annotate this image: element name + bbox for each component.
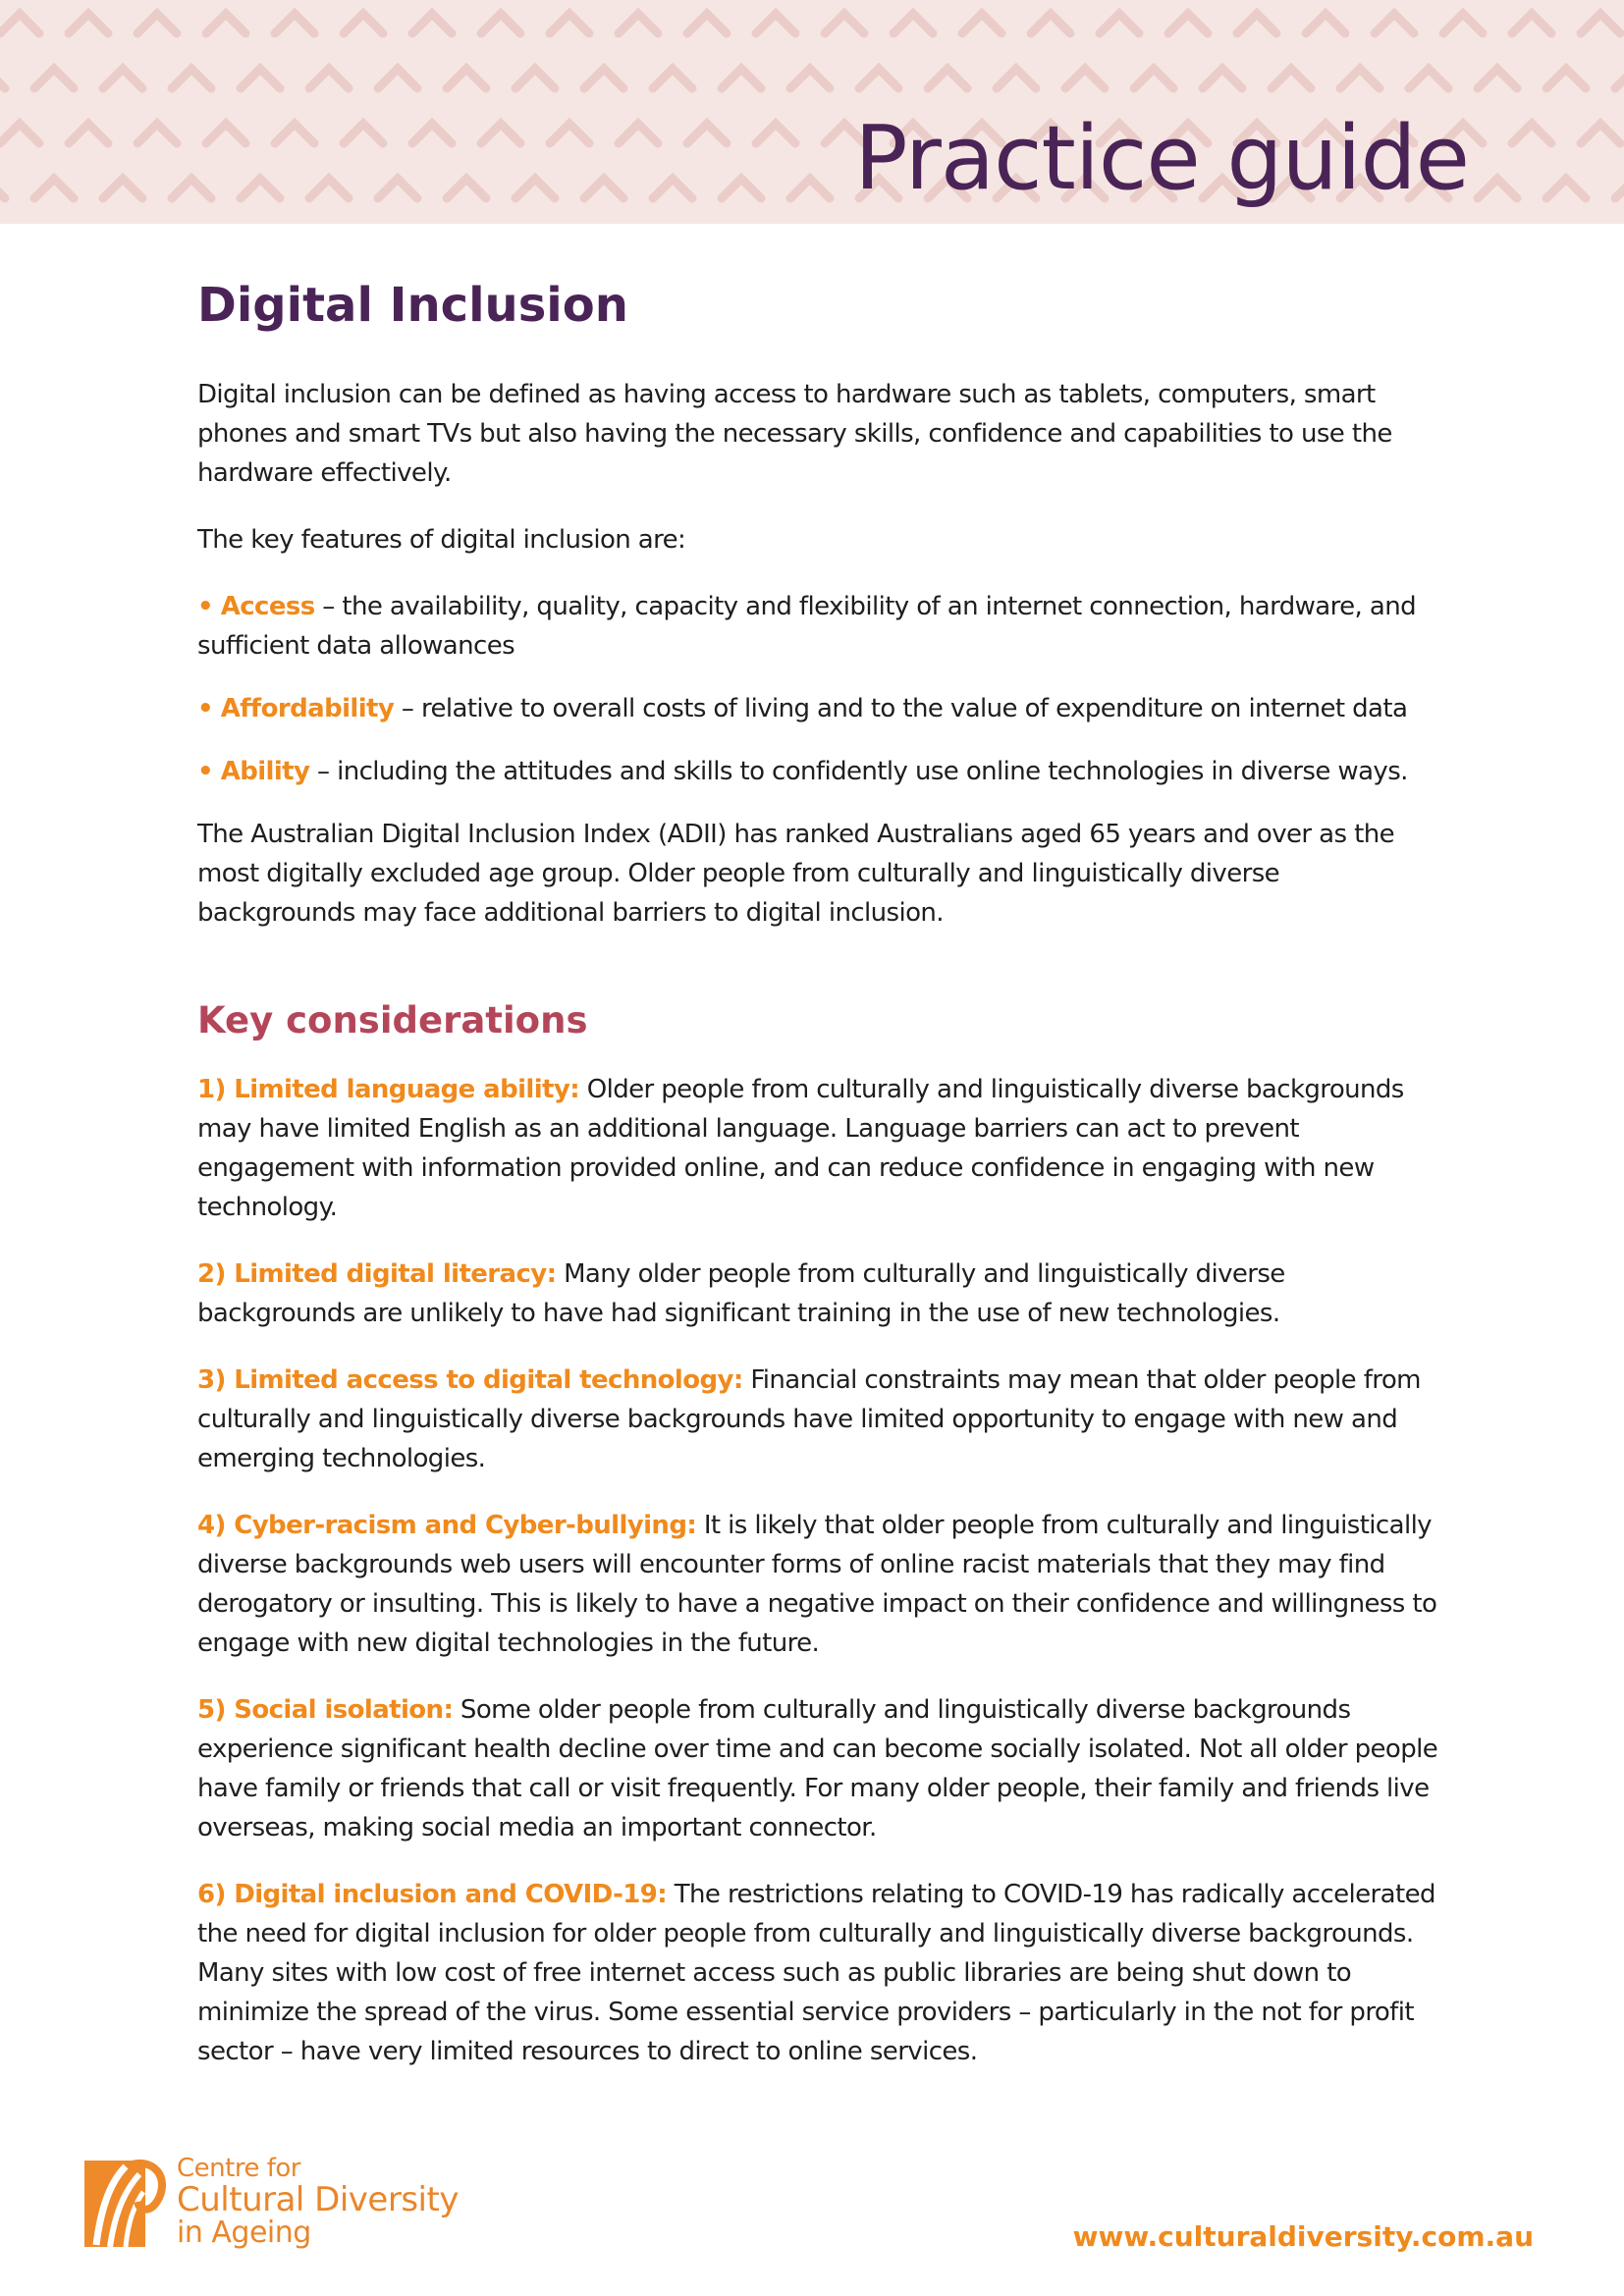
chevron-stroke	[687, 14, 727, 33]
chevron-stroke	[962, 14, 1001, 33]
consideration-text: Older people from culturally and linguistically diverse backgrounds may have limited English as an additional language. Language barriers can act to prevent engagement with information provided online, and can reduce confidence in engaging with new technology.	[197, 1075, 1404, 1222]
consideration-text: Financial constraints may mean that older people from culturally and linguistically diverse backgrounds have limited opportunity to engage with new and emerging technologies.	[197, 1365, 1421, 1473]
chevron-stroke	[378, 69, 417, 88]
chevron-stroke	[0, 179, 5, 198]
consideration-item	[197, 1070, 1444, 1227]
chevron-stroke	[447, 179, 486, 198]
chevron-stroke	[756, 14, 795, 33]
chevron-stroke	[515, 69, 555, 88]
consideration-label: 4) Cyber-racism and Cyber-bullying:	[197, 1511, 697, 1540]
chevron-stroke	[619, 124, 658, 143]
chevron-stroke	[275, 14, 314, 33]
chevron-stroke	[172, 69, 211, 88]
consideration-text: Many older people from culturally and linguistically diverse backgrounds are unlikely to have had significant training in the use of new technologies.	[197, 1259, 1285, 1328]
main-content	[197, 277, 1444, 2099]
consideration-label: 6) Digital inclusion and COVID-19:	[197, 1880, 668, 1909]
chevron-stroke	[344, 14, 383, 33]
feature-text: – including the attitudes and skills to confidently use online technologies in diverse ways.	[309, 757, 1408, 786]
chevron-stroke	[1478, 69, 1517, 88]
logo-line: Cultural Diversity	[177, 2180, 459, 2219]
consideration-item	[197, 1255, 1444, 1333]
chevron-stroke	[275, 124, 314, 143]
chevron-stroke	[928, 69, 967, 88]
chevron-stroke	[1065, 69, 1105, 88]
chevron-stroke	[1134, 69, 1173, 88]
chevron-stroke	[1237, 14, 1276, 33]
feature-item	[197, 587, 1444, 666]
logo-line: Centre for	[177, 2154, 300, 2183]
consideration-text: It is likely that older people from culturally and linguistically diverse backgrounds web users will encounter forms of online racist materials that they may find derogatory or insulting. This is likely to have a negative impact on their confidence and willingness to engage with new digital technologies in the future.	[197, 1511, 1437, 1658]
chevron-stroke	[447, 69, 486, 88]
feature-text: – relative to overall costs of living and to the value of expenditure on internet data	[394, 694, 1408, 723]
chevron-stroke	[997, 69, 1036, 88]
chevron-stroke	[241, 179, 280, 198]
chevron-stroke	[1031, 14, 1070, 33]
chevron-stroke	[241, 69, 280, 88]
consideration-text: Some older people from culturally and linguistically diverse backgrounds experience significant health decline over time and can become socially isolated. Not all older people have family or friends that call or visit frequently. For many older people, their family and friends live overseas, making social media an important connector.	[197, 1695, 1438, 1842]
chevron-stroke	[378, 179, 417, 198]
chevron-stroke	[1306, 14, 1345, 33]
chevron-stroke	[0, 124, 39, 143]
page-title: Practice guide	[854, 107, 1469, 210]
chevron-stroke	[722, 69, 761, 88]
chevron-stroke	[69, 14, 108, 33]
chevron-stroke	[34, 69, 74, 88]
chevron-stroke	[653, 69, 692, 88]
chevron-stroke	[309, 69, 349, 88]
chevron-stroke	[1615, 69, 1624, 88]
chevron-stroke	[0, 14, 39, 33]
chevron-stroke	[1546, 69, 1586, 88]
chevron-stroke	[584, 69, 623, 88]
chevron-stroke	[34, 179, 74, 198]
consideration-text: The restrictions relating to COVID-19 has radically accelerated the need for digital inclusion for older people from culturally and linguistically diverse backgrounds. Many sites with low cost of free internet access such as public libraries are being shut down to minimize the spread of the virus. Some essential service providers – particularly in the not for profit sector – have very limited resources to direct to online services.	[197, 1880, 1435, 2066]
feature-term: Ability	[220, 757, 310, 786]
features-list	[197, 587, 1444, 791]
feature-item	[197, 752, 1444, 791]
consideration-label: 3) Limited access to digital technology:	[197, 1365, 743, 1395]
chevron-stroke	[550, 14, 589, 33]
feature-term: Affordability	[220, 694, 395, 723]
chevron-stroke	[103, 179, 142, 198]
chevron-stroke	[1100, 14, 1139, 33]
chevron-stroke	[550, 124, 589, 143]
chevron-stroke	[1581, 14, 1620, 33]
chevron-stroke	[309, 179, 349, 198]
feature-text: – the availability, quality, capacity and flexibility of an internet connection, hardware, and sufficient data allowances	[197, 592, 1416, 661]
features-lead: The key features of digital inclusion are:	[197, 525, 686, 555]
chevron-stroke	[584, 179, 623, 198]
feature-item	[197, 689, 1444, 728]
chevron-stroke	[653, 179, 692, 198]
chevron-stroke	[69, 124, 108, 143]
chevron-stroke	[790, 179, 830, 198]
adii-paragraph: The Australian Digital Inclusion Index (ADII) has ranked Australians aged 65 years and over as the most digitally excluded age group. Older people from culturally and linguistically diverse backgrounds may face additional barriers to digital inclusion.	[197, 820, 1394, 928]
considerations-list	[197, 1070, 1444, 2071]
chevron-stroke	[1581, 124, 1620, 143]
consideration-item	[197, 1690, 1444, 1847]
chevron-stroke	[1409, 69, 1448, 88]
chevron-stroke	[515, 179, 555, 198]
bullet-icon: •	[197, 592, 214, 621]
chevron-stroke	[206, 14, 245, 33]
chevron-stroke	[481, 124, 520, 143]
chevron-stroke	[1546, 179, 1586, 198]
chevron-stroke	[687, 124, 727, 143]
definition-paragraph: Digital inclusion can be defined as having access to hardware such as tablets, computers, smart phones and smart TVs but also having the necessary skills, confidence and capabilities to use the hardware effectively.	[197, 380, 1392, 488]
chevron-stroke	[1168, 14, 1208, 33]
chevron-stroke	[756, 124, 795, 143]
header-banner	[0, 0, 1624, 224]
chevron-stroke	[137, 124, 177, 143]
consideration-label: 1) Limited language ability:	[197, 1075, 580, 1104]
feature-term: Access	[220, 592, 315, 621]
website-link[interactable]: www.culturaldiversity.com.au	[1072, 2220, 1534, 2253]
chevron-stroke	[790, 69, 830, 88]
consideration-label: 2) Limited digital literacy:	[197, 1259, 557, 1289]
chevron-stroke	[1512, 14, 1551, 33]
consideration-item	[197, 1506, 1444, 1663]
chevron-stroke	[206, 124, 245, 143]
chevron-stroke	[481, 14, 520, 33]
chevron-stroke	[172, 179, 211, 198]
chevron-stroke	[722, 179, 761, 198]
chevron-stroke	[1615, 179, 1624, 198]
chevron-stroke	[412, 14, 452, 33]
consideration-label: 5) Social isolation:	[197, 1695, 454, 1725]
chevron-stroke	[0, 69, 5, 88]
chevron-stroke	[1512, 124, 1551, 143]
chevron-stroke	[859, 69, 898, 88]
intro-heading: Digital Inclusion	[197, 278, 628, 333]
chevron-stroke	[412, 124, 452, 143]
chevron-stroke	[619, 14, 658, 33]
chevron-stroke	[1340, 69, 1380, 88]
logo-line: in Ageing	[177, 2216, 311, 2250]
logo-wordmark	[177, 2155, 459, 2249]
chevron-stroke	[1203, 69, 1242, 88]
chevron-stroke	[1443, 14, 1483, 33]
bullet-icon: •	[197, 694, 214, 723]
chevron-stroke	[825, 14, 864, 33]
logo-mark-icon	[82, 2155, 171, 2253]
chevron-stroke	[1375, 14, 1414, 33]
chevron-stroke	[344, 124, 383, 143]
consideration-item	[197, 1361, 1444, 1478]
chevron-stroke	[893, 14, 933, 33]
chevron-stroke	[1272, 69, 1311, 88]
consideration-item	[197, 1875, 1444, 2071]
bullet-icon: •	[197, 757, 214, 786]
considerations-heading: Key considerations	[197, 999, 588, 1041]
organisation-logo[interactable]	[82, 2155, 465, 2253]
chevron-stroke	[1478, 179, 1517, 198]
chevron-stroke	[103, 69, 142, 88]
chevron-stroke	[137, 14, 177, 33]
